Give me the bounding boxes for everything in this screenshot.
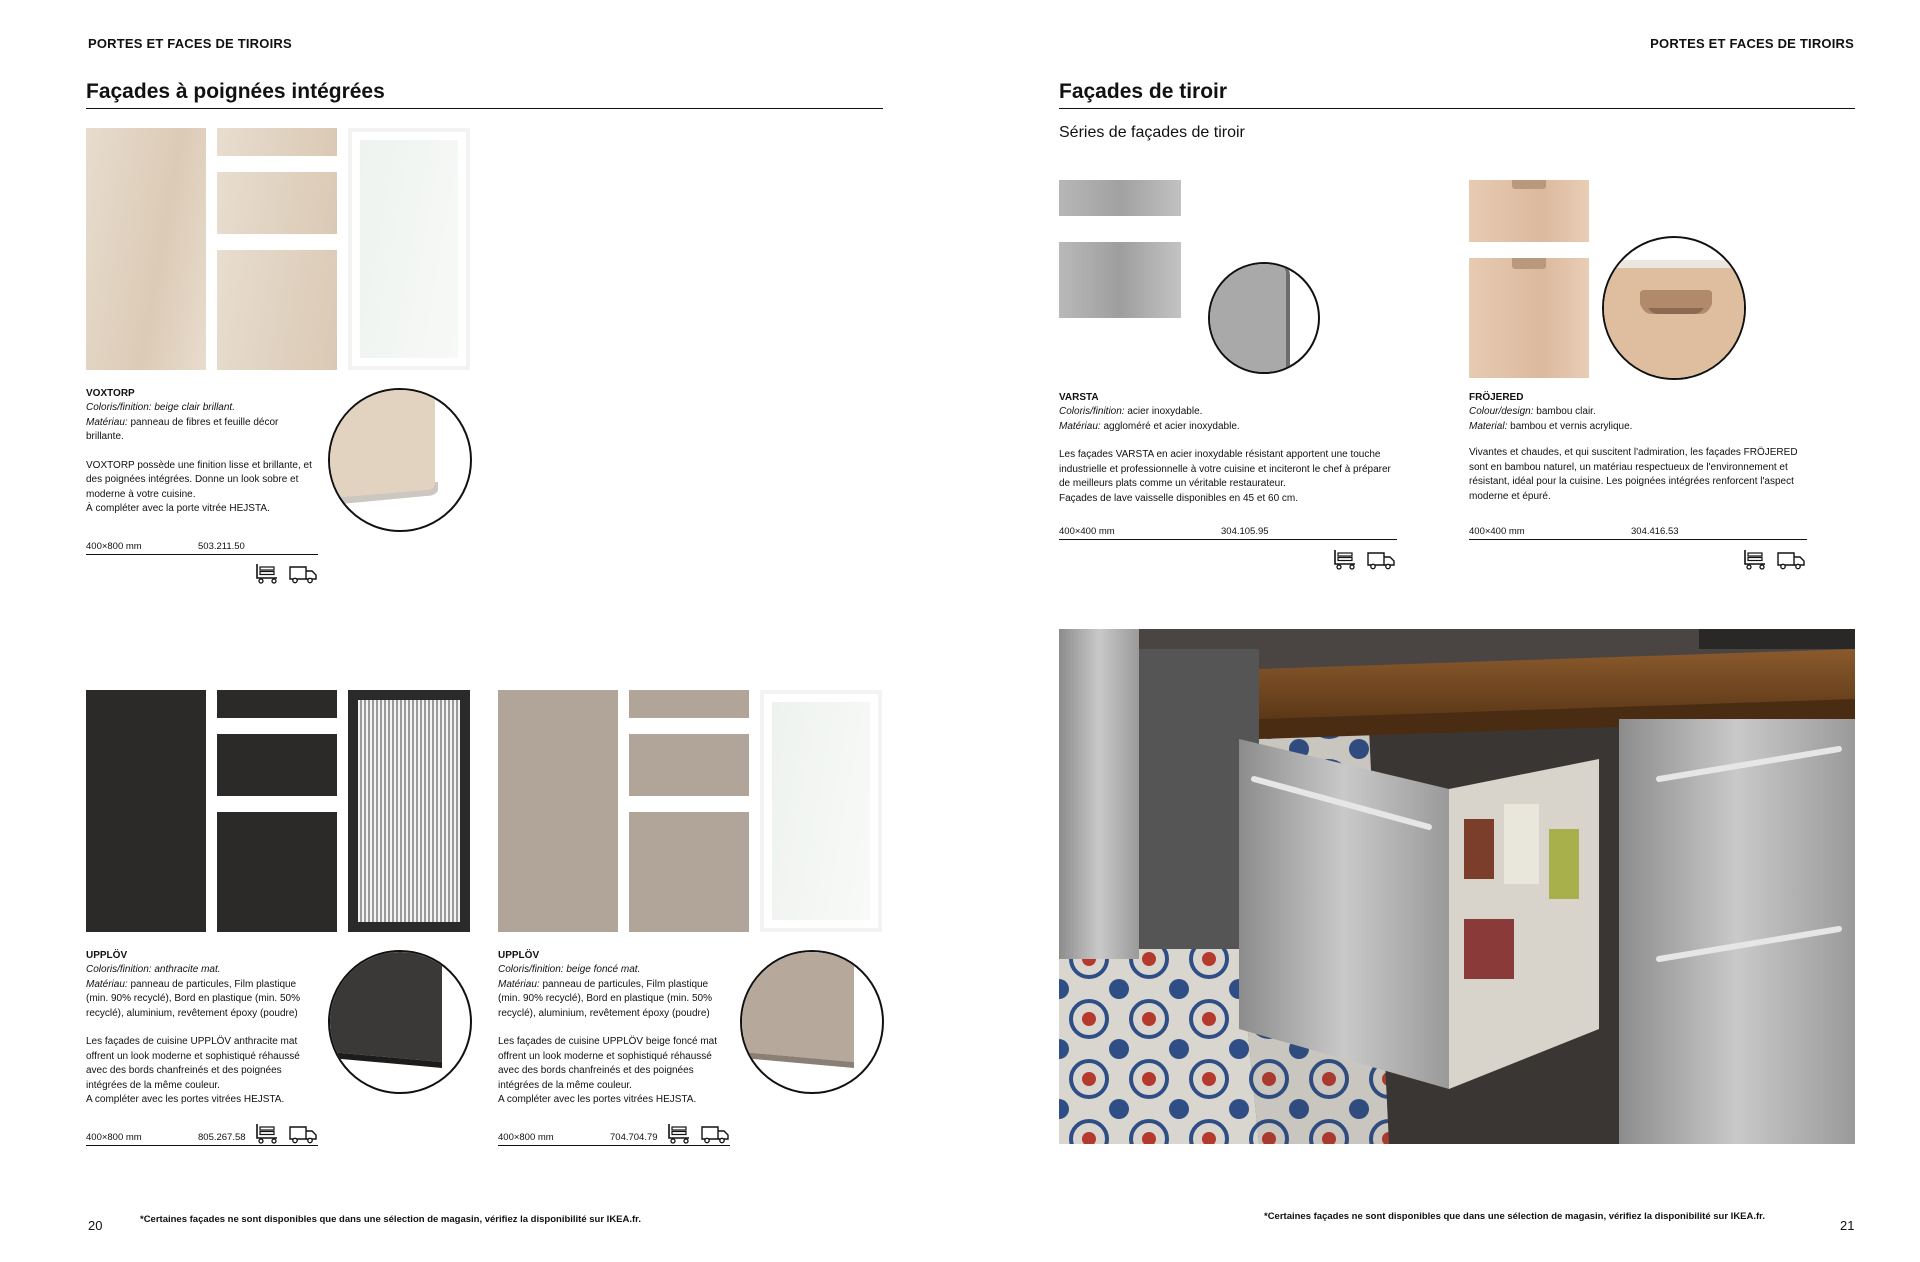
upplov-beige-door-swatch (498, 690, 618, 932)
flatpack-trolley-icon (1333, 548, 1359, 570)
voxtorp-drawer-swatch (217, 128, 337, 156)
hejsta-glass-door-swatch (760, 690, 882, 932)
kitchen-drawer-photo (1059, 629, 1855, 1144)
frojered-drawer-swatch (1469, 180, 1589, 242)
flatpack-trolley-icon (667, 1122, 693, 1144)
delivery-truck-icon (1367, 550, 1395, 570)
upplov-anthracite-swatches (86, 690, 470, 932)
varsta-drawer-swatch (1059, 180, 1181, 216)
color-value: anthracite mat. (154, 964, 221, 975)
upplov-beige-availability-icons (667, 1122, 729, 1144)
article-number: 503.211.50 (198, 541, 245, 552)
material-value: panneau de fibres et feuille décor brillante. (86, 416, 279, 442)
product-name: UPPLÖV (498, 950, 540, 961)
product-name: VOXTORP (86, 388, 135, 399)
size: 400×800 mm (86, 1132, 142, 1143)
size: 400×400 mm (1059, 526, 1115, 537)
upplov-beige-drawer-swatch (629, 734, 749, 796)
description: Les façades de cuisine UPPLÖV anthracite mat offrent un look moderne et sophistiqué réhaussé avec des bords chanfreinés et des poignées intégrées de la même couleur. (86, 1036, 300, 1091)
right-footnote: *Certaines façades ne sont disponibles que dans une sélection de magasin, vérifiez la disponibilité sur IKEA.fr. (1264, 1211, 1765, 1222)
voxtorp-closeup-image (330, 390, 472, 532)
left-heading-rule (86, 108, 883, 109)
description: À compléter avec la porte vitrée HEJSTA. (86, 503, 270, 514)
description: A compléter avec les portes vitrées HEJSTA. (498, 1094, 697, 1105)
frojered-closeup-circle (1602, 236, 1746, 380)
article-number: 304.416.53 (1631, 526, 1679, 537)
voxtorp-drawer-swatch (217, 250, 337, 370)
varsta-availability-icons (1333, 548, 1395, 570)
color-value: acier inoxydable. (1127, 406, 1203, 417)
product-name: FRÖJERED (1469, 392, 1524, 403)
upplov-anthracite-closeup-image (330, 952, 472, 1094)
color-value: bambou clair. (1536, 406, 1596, 417)
varsta-info (1059, 392, 1399, 506)
upplov-beige-info (498, 950, 730, 1108)
right-heading-rule (1059, 108, 1855, 109)
voxtorp-availability-icons (255, 562, 317, 584)
left-section-label: PORTES ET FACES DE TIROIRS (88, 36, 292, 51)
varsta-closeup-circle (1208, 262, 1320, 374)
material-value: aggloméré et acier inoxydable. (1103, 420, 1240, 432)
article-number: 805.267.58 (198, 1132, 246, 1143)
upplov-beige-swatches (498, 690, 882, 932)
article-number: 704.704.79 (610, 1132, 658, 1143)
upplov-beige-drawer-swatch (629, 690, 749, 718)
material-value: panneau de particules, Film plastique (min. 90% recyclé), Bord en plastique (min. 50% recyclé), aluminium, revêtement époxy (poudre) (498, 978, 712, 1019)
voxtorp-drawer-swatch (217, 172, 337, 234)
varsta-drawer-swatch (1059, 242, 1181, 318)
right-section-label: PORTES ET FACES DE TIROIRS (1650, 36, 1854, 51)
material-value: panneau de particules, Film plastique (min. 90% recyclé), Bord en plastique (min. 50% recyclé), aluminium, revêtement époxy (poudre) (86, 978, 300, 1019)
hejsta-glass-door-swatch (348, 128, 470, 370)
color-label: Coloris/finition: (1059, 406, 1125, 417)
voxtorp-spec-row (86, 541, 318, 555)
color-value: beige clair brillant. (154, 402, 235, 413)
color-label: Colour/design: (1469, 406, 1534, 417)
material-label: Matériau: (498, 978, 540, 990)
upplov-beige-closeup-circle (740, 950, 884, 1094)
left-footnote: *Certaines façades ne sont disponibles que dans une sélection de magasin, vérifiez la disponibilité sur IKEA.fr. (140, 1214, 641, 1225)
varsta-spec-row (1059, 526, 1397, 540)
flatpack-trolley-icon (255, 1122, 281, 1144)
upplov-anthracite-info (86, 950, 318, 1108)
voxtorp-swatches (86, 128, 470, 370)
voxtorp-info (86, 388, 318, 517)
color-label: Coloris/finition: (86, 964, 152, 975)
upplov-anthracite-drawer-swatch (217, 734, 337, 796)
material-label: Matériau: (1059, 420, 1101, 432)
upplov-anthracite-door-swatch (86, 690, 206, 932)
material-label: Matériau: (86, 978, 128, 990)
size: 400×800 mm (86, 541, 142, 552)
article-number: 304.105.95 (1221, 526, 1269, 537)
size: 400×400 mm (1469, 526, 1525, 537)
description: Vivantes et chaudes, et qui suscitent l'admiration, les façades FRÖJERED sont en bambou naturel, un matériau respectueux de l'environnement et résistant, idéal pour la cuisine. Les poignées intégrées renforcent l'aspect moderne et épuré. (1469, 447, 1798, 502)
description: Les façades VARSTA en acier inoxydable résistant apportent une touche industrielle et professionnelle à votre cuisine et inciteront le chef à préparer de meilleurs plats comme un véritable restaurateur. (1059, 449, 1391, 489)
voxtorp-door-swatch (86, 128, 206, 370)
description: A compléter avec les portes vitrées HEJSTA. (86, 1094, 285, 1105)
left-page-number: 20 (88, 1218, 103, 1233)
color-label: Coloris/finition: (86, 402, 152, 413)
flatpack-trolley-icon (1743, 548, 1769, 570)
color-label: Coloris/finition: (498, 964, 564, 975)
upplov-beige-closeup-image (742, 952, 884, 1094)
varsta-closeup-image (1210, 264, 1320, 374)
description: Façades de lave vaisselle disponibles en 45 et 60 cm. (1059, 492, 1299, 504)
delivery-truck-icon (289, 564, 317, 584)
right-subheading: Séries de façades de tiroir (1059, 124, 1245, 141)
kitchen-drawer-illustration (1059, 629, 1855, 1144)
left-page-heading: Façades à poignées intégrées (86, 80, 385, 103)
product-name: VARSTA (1059, 392, 1099, 403)
upplov-anthracite-drawer-swatch (217, 690, 337, 718)
material-label: Material: (1469, 420, 1508, 432)
product-name: UPPLÖV (86, 950, 128, 961)
material-label: Matériau: (86, 416, 128, 428)
upplov-anthracite-drawer-swatch (217, 812, 337, 932)
frojered-info (1469, 392, 1809, 504)
frojered-closeup-image (1604, 238, 1746, 380)
color-value: beige foncé mat. (566, 964, 641, 975)
upplov-anthracite-availability-icons (255, 1122, 317, 1144)
flatpack-trolley-icon (255, 562, 281, 584)
frojered-drawer-swatch (1469, 258, 1589, 378)
description: Les façades de cuisine UPPLÖV beige foncé mat offrent un look moderne et sophistiqué réhaussé avec des bords chanfreinés et des poignées intégrées de la même couleur. (498, 1036, 718, 1091)
frojered-availability-icons (1743, 548, 1805, 570)
description: VOXTORP possède une finition lisse et brillante, et des poignées intégrées. Donne un look sobre et moderne à votre cuisine. (86, 459, 312, 500)
delivery-truck-icon (289, 1124, 317, 1144)
right-page-number: 21 (1840, 1218, 1855, 1233)
delivery-truck-icon (701, 1124, 729, 1144)
right-page-heading: Façades de tiroir (1059, 80, 1228, 103)
hejsta-glass-door-swatch (348, 690, 470, 932)
upplov-anthracite-closeup-circle (328, 950, 472, 1094)
material-value: bambou et vernis acrylique. (1510, 420, 1633, 432)
size: 400×800 mm (498, 1132, 554, 1143)
upplov-beige-drawer-swatch (629, 812, 749, 932)
voxtorp-closeup-circle (328, 388, 472, 532)
frojered-spec-row (1469, 526, 1807, 540)
delivery-truck-icon (1777, 550, 1805, 570)
